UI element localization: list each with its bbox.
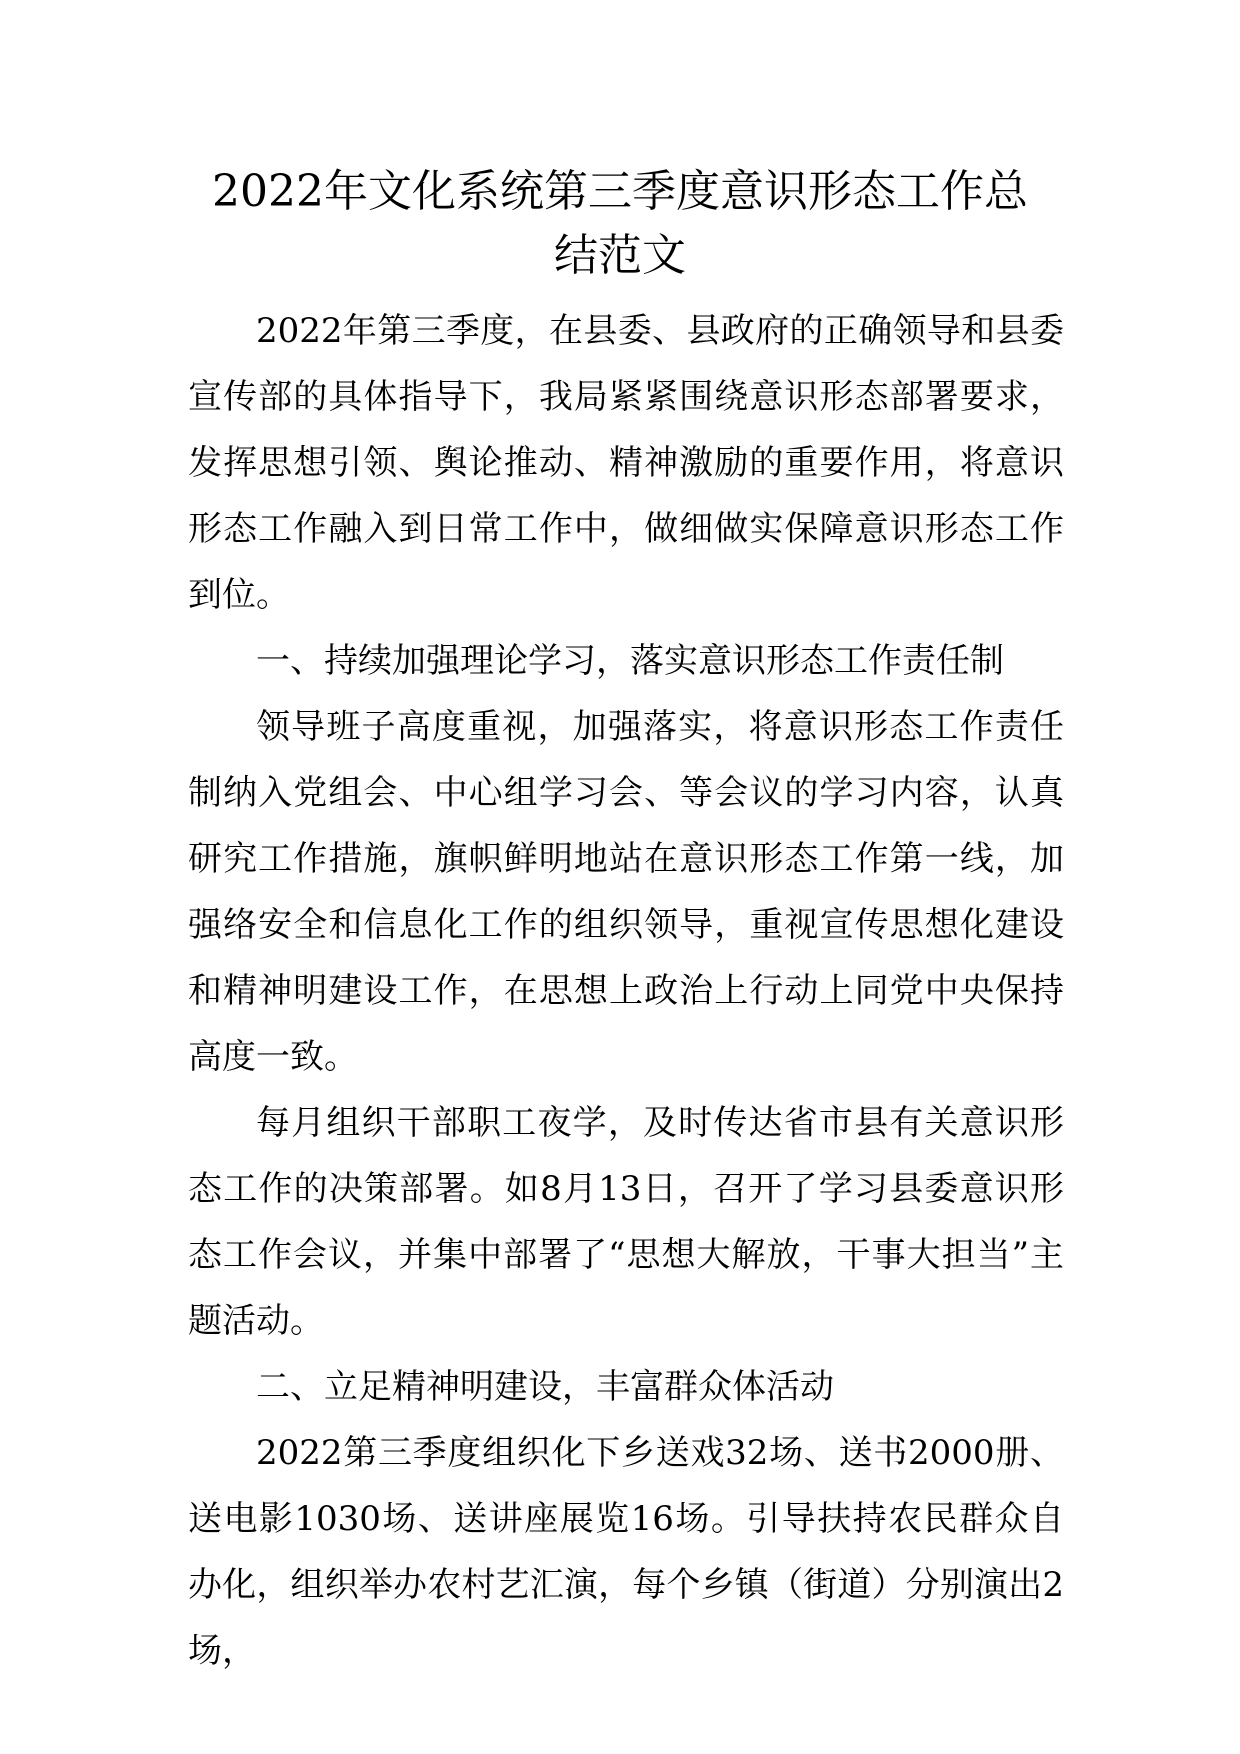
document-title [150,160,1090,288]
section-heading-2: 二、立足精神明建设，丰富群众体活动 [256,1367,834,1407]
intro-paragraph: 2022年第三季度，在县委、县政府的正确领导和县委宣传部的具体指导下，我局紧紧围绕意识形态部署要求，发挥思想引领、舆论推动、精神激励的重要作用，将意识形态工作融入到日常工作中，做细做实保障意识形态工作到位。 [188,311,1064,615]
document-body [188,298,1064,1684]
body-paragraph-1: 领导班子高度重视，加强落实，将意识形态工作责任制纳入党组会、中心组学习会、等会议的学习内容，认真研究工作措施，旗帜鲜明地站在意识形态工作第一线，加强络安全和信息化工作的组织领导，重视宣传思想化建设和精神明建设工作，在思想上政治上行动上同党中央保持高度一致。 [188,707,1064,1077]
section-heading-1: 一、持续加强理论学习，落实意识形态工作责任制 [256,641,1004,681]
body-paragraph-3: 2022第三季度组织化下乡送戏32场、送书2000册、送电影1030场、送讲座展览16场。引导扶持农民群众自办化，组织举办农村艺汇演，每个乡镇（街道）分别演出2场， [188,1433,1064,1671]
body-paragraph-2: 每月组织干部职工夜学，及时传达省市县有关意识形态工作的决策部署。如8月13日，召开了学习县委意识形态工作会议，并集中部署了“思想大解放，干事大担当”主题活动。 [188,1103,1064,1341]
title-line-2: 结范文 [554,230,686,281]
title-line-1: 2022年文化系统第三季度意识形态工作总 [212,166,1028,217]
